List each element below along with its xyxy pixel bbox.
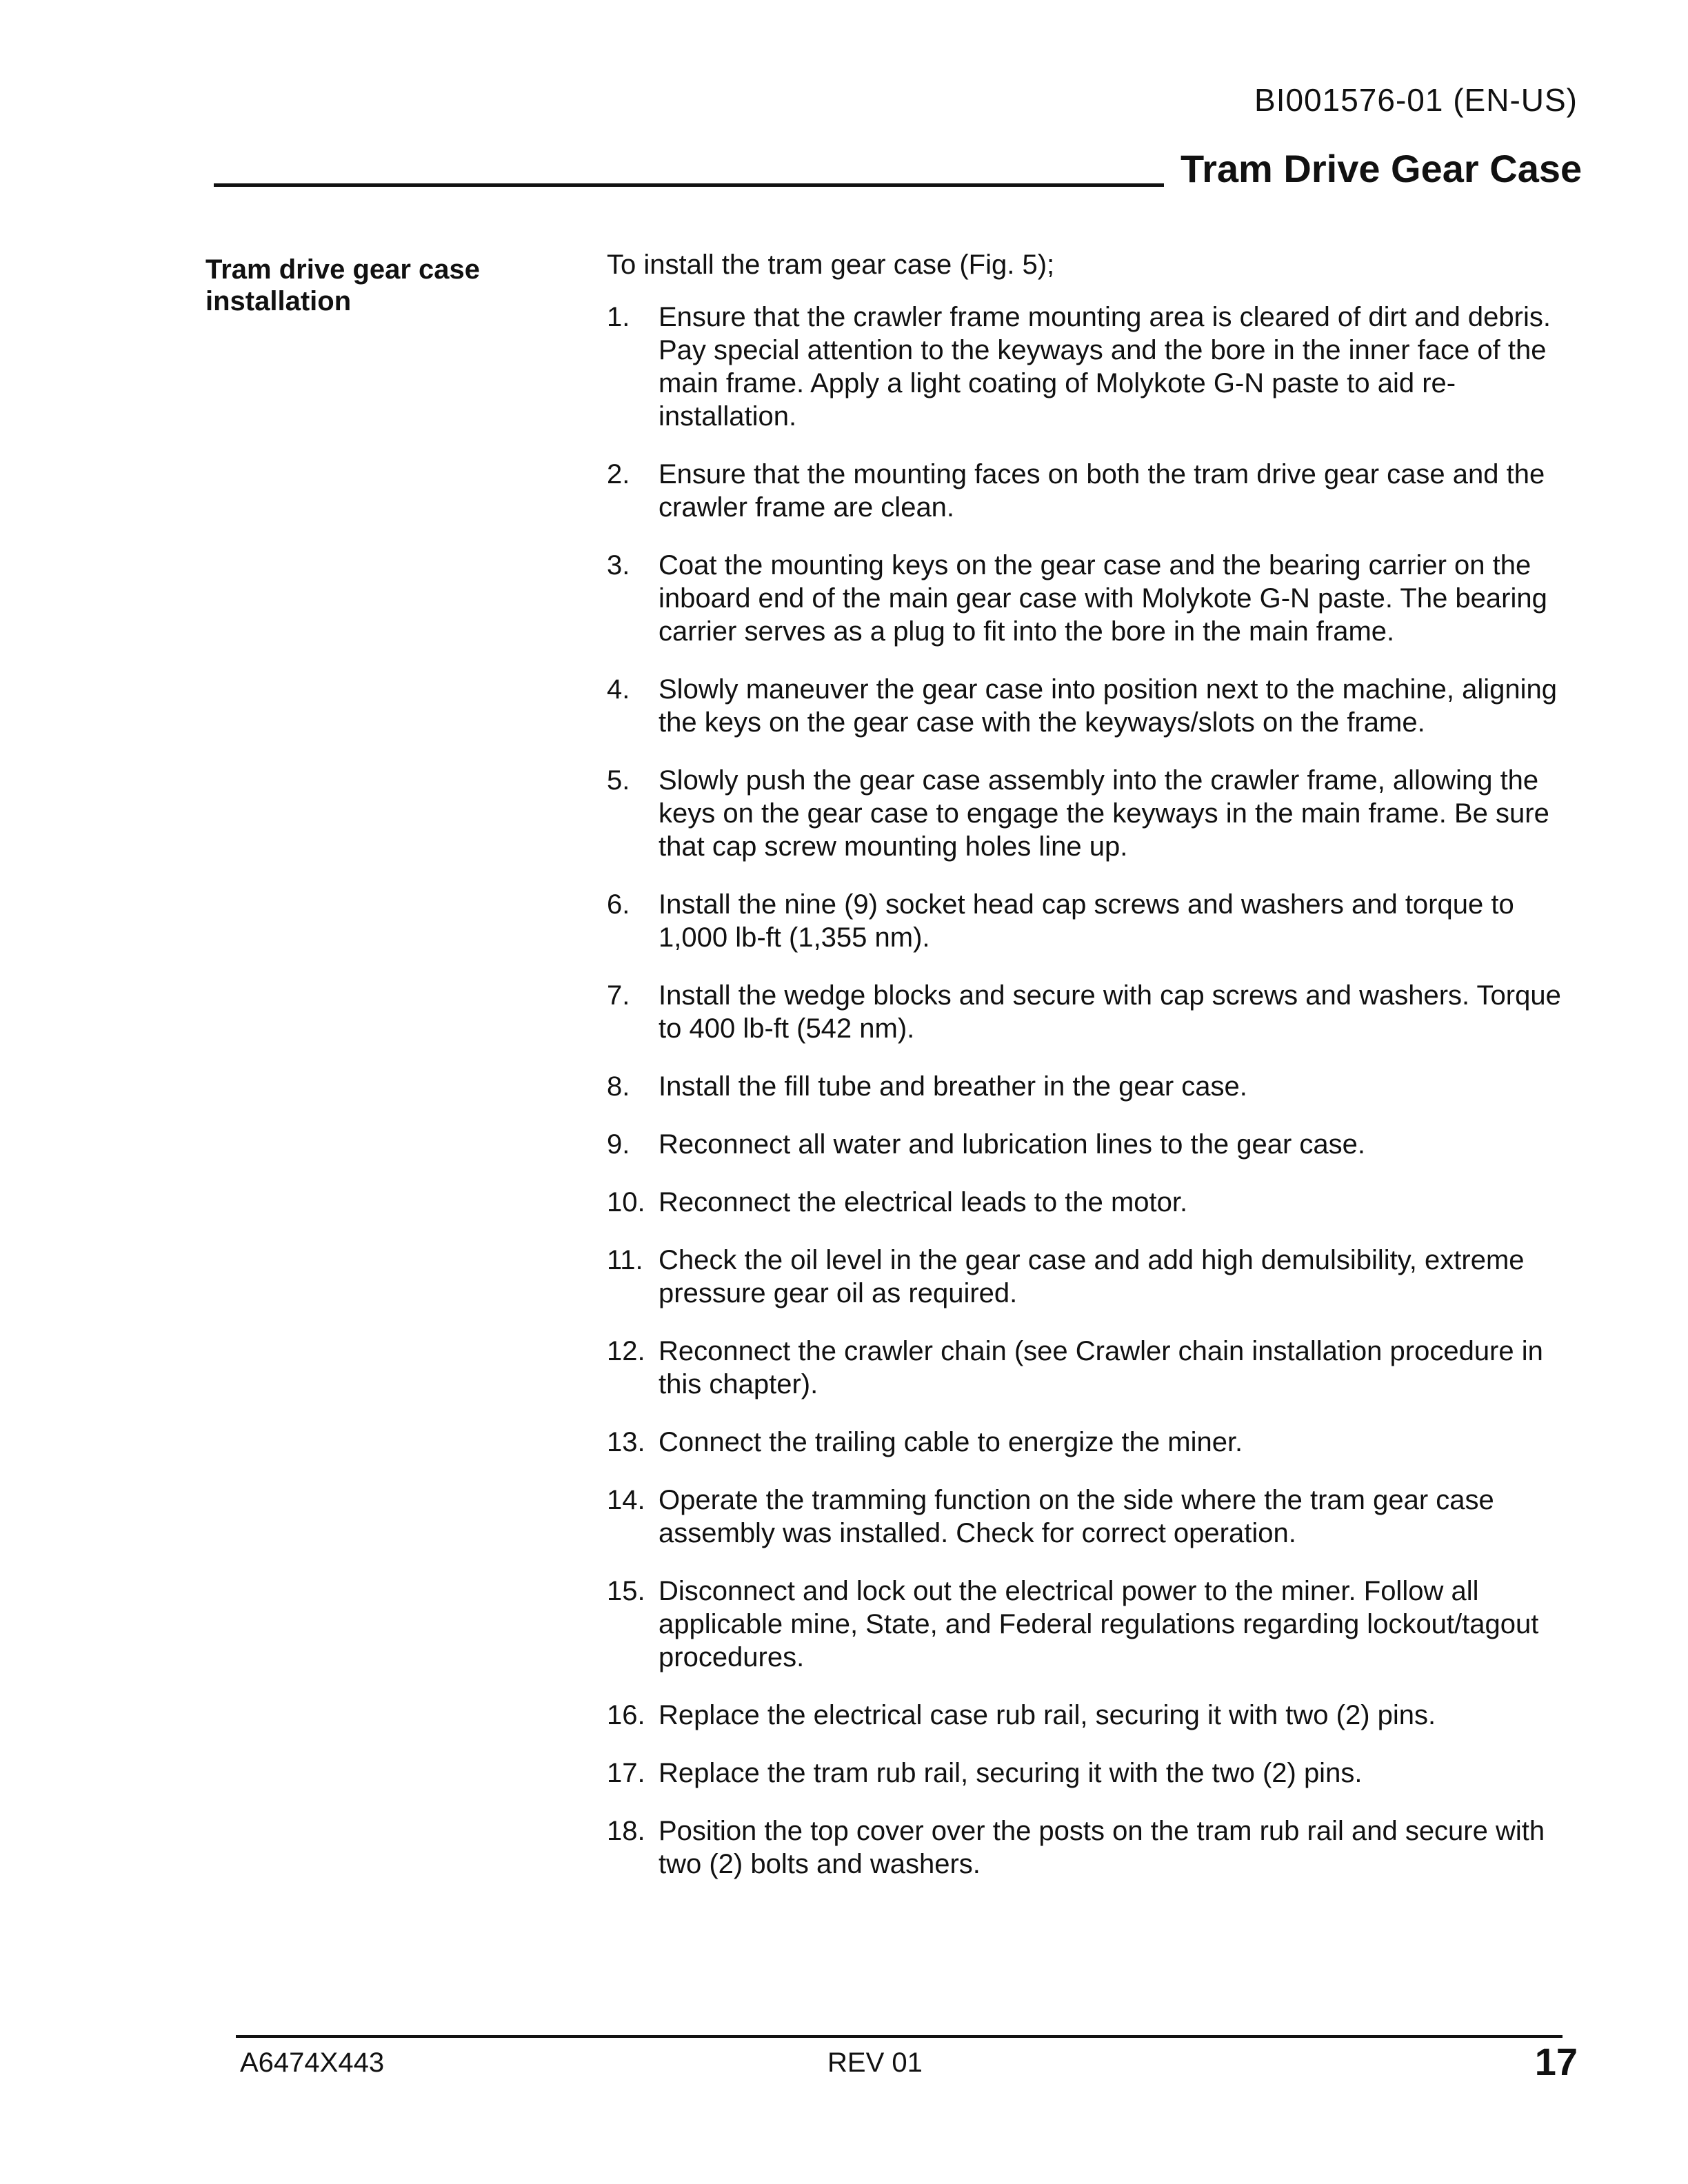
step-number: 15. (607, 1576, 645, 1606)
list-item (607, 1575, 1586, 1674)
step-number: 18. (607, 1816, 645, 1846)
step-text: Position the top cover over the posts on the tram rub rail and secure with two (2) bolts and washers. (659, 1816, 1545, 1879)
step-number: 4. (607, 674, 630, 705)
step-text: Replace the tram rub rail, securing it with the two (2) pins. (659, 1758, 1363, 1788)
list-item (607, 1186, 1586, 1219)
step-text: Ensure that the mounting faces on both the tram drive gear case and the crawler frame are clean. (659, 459, 1545, 523)
step-number: 3. (607, 550, 630, 580)
list-item (607, 1814, 1586, 1881)
list-item (607, 1757, 1586, 1790)
footer-part-number: A6474X443 (240, 2048, 385, 2078)
section-heading (205, 254, 564, 317)
steps-list (607, 301, 1586, 1881)
step-number: 2. (607, 459, 630, 489)
step-text: Coat the mounting keys on the gear case and the bearing carrier on the inboard end of the main gear case with Molykote G-N paste. The bearing carrier serves as a plug to fit into the bore in the main frame. (659, 550, 1547, 647)
step-text: Check the oil level in the gear case and add high demulsibility, extreme pressure gear oil as required. (659, 1245, 1525, 1308)
list-item (607, 1128, 1586, 1161)
step-number: 12. (607, 1336, 645, 1366)
list-item (607, 1699, 1586, 1732)
step-number: 6. (607, 889, 630, 920)
step-number: 1. (607, 302, 630, 332)
section-heading-line1: Tram drive gear case (205, 254, 481, 285)
body-column (607, 248, 1586, 1905)
list-item (607, 1335, 1586, 1401)
title-rule (214, 183, 1164, 187)
footer-rule (236, 2035, 1563, 2038)
page-title: Tram Drive Gear Case (1180, 147, 1582, 190)
list-item (607, 1484, 1586, 1550)
step-text: Install the wedge blocks and secure with cap screws and washers. Torque to 400 lb-ft (542 nm). (659, 980, 1561, 1044)
step-text: Operate the tramming function on the side where the tram gear case assembly was installed. Check for correct operation. (659, 1485, 1494, 1548)
list-item (607, 1070, 1586, 1103)
step-number: 16. (607, 1700, 645, 1730)
step-text: Install the nine (9) socket head cap screws and washers and torque to 1,000 lb-ft (1,355 nm). (659, 889, 1514, 953)
list-item (607, 764, 1586, 863)
footer-revision: REV 01 (827, 2048, 923, 2078)
step-number: 7. (607, 980, 630, 1011)
section-heading-line2: installation (205, 286, 352, 316)
list-item (607, 458, 1586, 524)
list-item (607, 673, 1586, 739)
intro-text: To install the tram gear case (Fig. 5); (607, 250, 1055, 280)
list-item (607, 549, 1586, 648)
step-text: Reconnect all water and lubrication lines to the gear case. (659, 1129, 1366, 1160)
list-item (607, 301, 1586, 433)
page-number: 17 (1534, 2040, 1578, 2083)
step-text: Install the fill tube and breather in the gear case. (659, 1071, 1247, 1102)
list-item (607, 888, 1586, 954)
step-number: 11. (607, 1245, 643, 1275)
step-text: Connect the trailing cable to energize the miner. (659, 1427, 1243, 1457)
document-id: BI001576-01 (EN-US) (1254, 82, 1578, 118)
step-number: 9. (607, 1129, 630, 1160)
step-text: Reconnect the crawler chain (see Crawler chain installation procedure in this chapter). (659, 1336, 1543, 1399)
step-text: Disconnect and lock out the electrical power to the miner. Follow all applicable mine, State, and Federal regulations regarding lockout/tagout procedures. (659, 1576, 1539, 1672)
step-text: Ensure that the crawler frame mounting area is cleared of dirt and debris. Pay special attention to the keyways and the bore in the inner face of the main frame. Apply a light coating of Molykote G-N paste to aid re-installation. (659, 302, 1551, 432)
step-text: Slowly push the gear case assembly into the crawler frame, allowing the keys on the gear case to engage the keyways in the main frame. Be sure that cap screw mounting holes line up. (659, 765, 1549, 862)
list-item (607, 1244, 1586, 1310)
list-item (607, 979, 1586, 1045)
step-number: 13. (607, 1427, 645, 1457)
step-number: 8. (607, 1071, 630, 1102)
step-number: 5. (607, 765, 630, 796)
step-text: Reconnect the electrical leads to the motor. (659, 1187, 1188, 1217)
step-text: Slowly maneuver the gear case into position next to the machine, aligning the keys on the gear case with the keyways/slots on the frame. (659, 674, 1557, 738)
step-text: Replace the electrical case rub rail, securing it with two (2) pins. (659, 1700, 1436, 1730)
step-number: 17. (607, 1758, 645, 1788)
step-number: 14. (607, 1485, 645, 1515)
step-number: 10. (607, 1187, 645, 1217)
list-item (607, 1426, 1586, 1459)
